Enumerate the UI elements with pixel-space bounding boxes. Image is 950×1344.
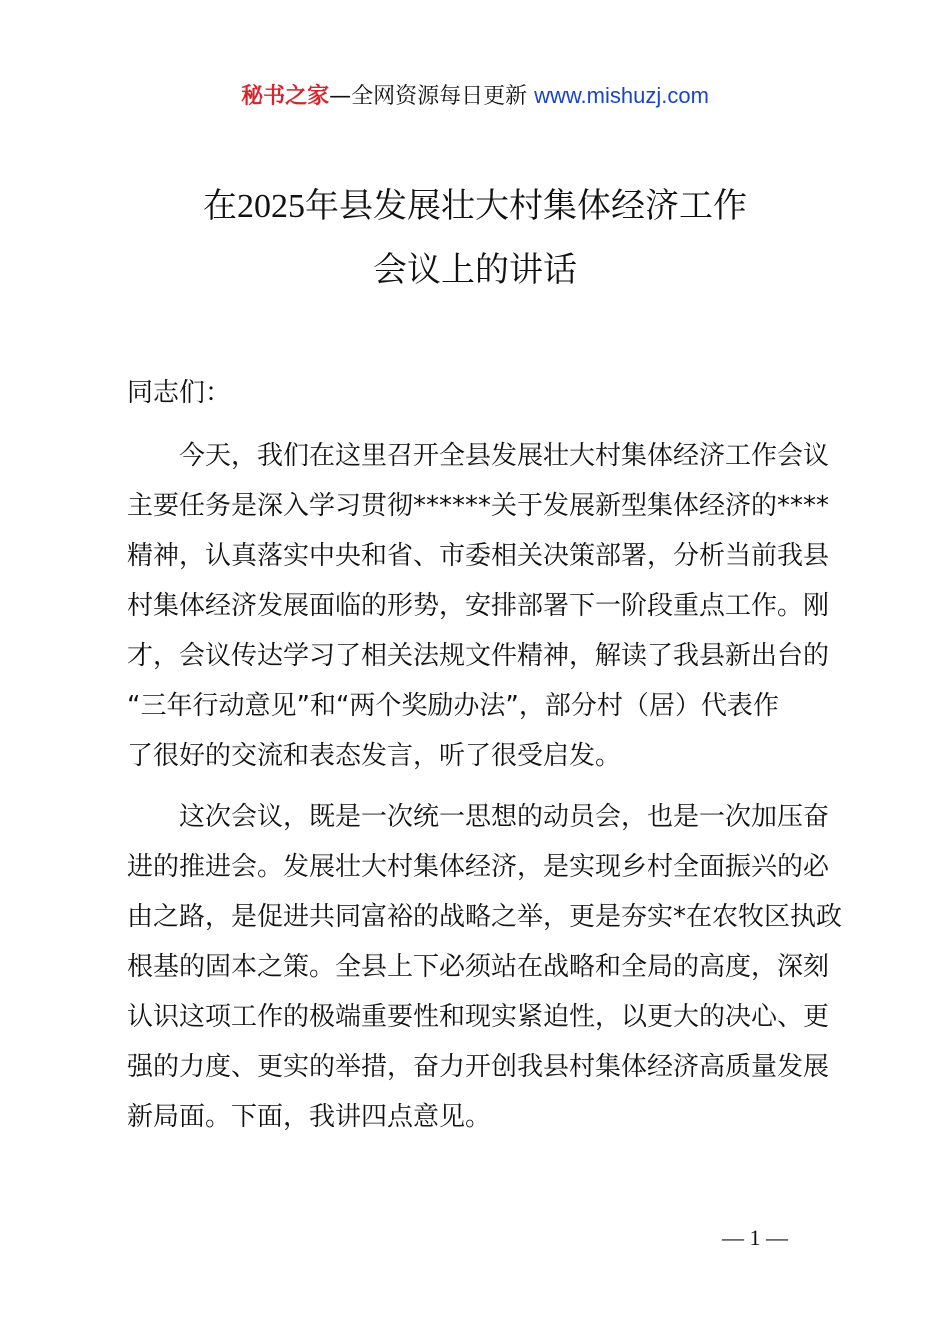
site-header	[0, 80, 950, 113]
paragraph-line: 才，会议传达学习了相关法规文件精神，解读了我县新出台的	[127, 641, 830, 671]
paragraph-line: 了很好的交流和表态发言，听了很受启发。	[127, 741, 622, 771]
title-year: 2025	[237, 188, 305, 225]
paragraph-line: 新局面。下面，我讲四点意见。	[127, 1102, 492, 1132]
title-prefix: 在	[203, 186, 237, 226]
page-number: — 1 —	[722, 1225, 788, 1250]
paragraph-line: 主要任务是深入学习贯彻******关于发展新型集体经济的****	[127, 491, 830, 521]
paragraph-line: 精神，认真落实中央和省、市委相关决策部署，分析当前我县	[127, 541, 830, 571]
paragraph-line: “三年行动意见”和“两个奖励办法”，部分村（居）代表作	[127, 691, 779, 721]
site-url-link[interactable]: www.mishuzj.com	[534, 83, 709, 108]
document-title-line-2: 会议上的讲话	[373, 250, 577, 290]
title-suffix: 年县发展壮大村集体经济工作	[305, 186, 747, 226]
paragraph-line: 根基的固本之策。全县上下必须站在战略和全局的高度，深刻	[127, 952, 830, 982]
paragraph-line: 进的推进会。发展壮大村集体经济，是实现乡村全面振兴的必	[127, 852, 830, 882]
paragraph-line: 认识这项工作的极端重要性和现实紧迫性，以更大的决心、更	[127, 1002, 830, 1032]
paragraph-1	[127, 431, 837, 781]
paragraph-line: 这次会议，既是一次统一思想的动员会，也是一次加压奋	[179, 802, 830, 832]
paragraph-line: 由之路，是促进共同富裕的战略之举，更是夯实*在农牧区执政	[127, 902, 843, 932]
paragraph-2	[127, 792, 843, 1142]
salutation: 同志们：	[127, 378, 232, 408]
document-title-line-1	[0, 184, 950, 229]
paragraph-line: 今天，我们在这里召开全县发展壮大村集体经济工作会议	[179, 441, 830, 471]
site-tagline: —全网资源每日更新	[329, 84, 528, 109]
site-brand: 秘书之家	[241, 84, 330, 109]
paragraph-line: 强的力度、更实的举措，奋力开创我县村集体经济高质量发展	[127, 1052, 830, 1082]
paragraph-line: 村集体经济发展面临的形势，安排部署下一阶段重点工作。刚	[127, 591, 830, 621]
